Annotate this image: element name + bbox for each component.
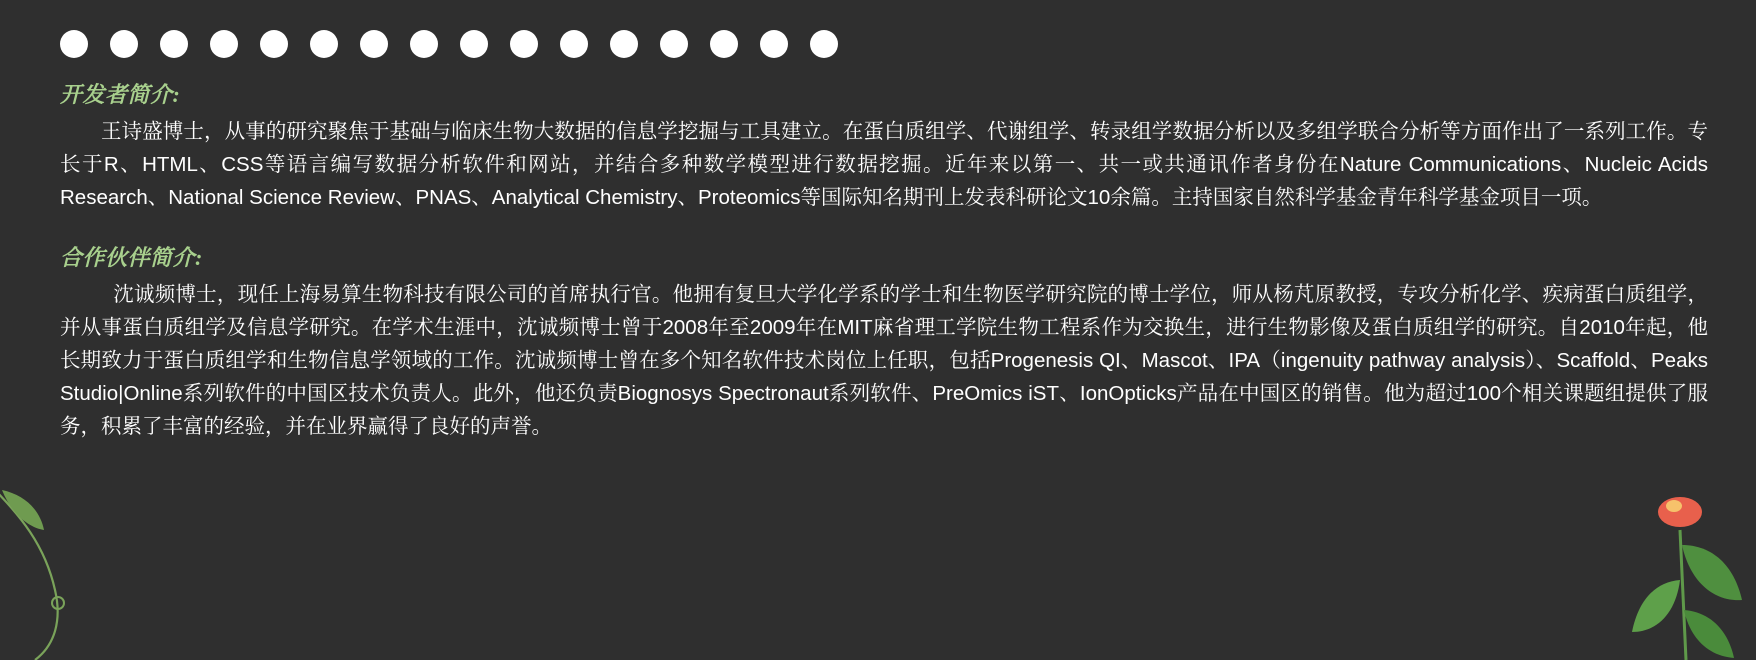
decorative-dot: [210, 30, 238, 58]
slide-content: [60, 78, 1708, 444]
decorative-dot: [510, 30, 538, 58]
decorative-dot: [610, 30, 638, 58]
developer-profile-paragraph: 王诗盛博士，从事的研究聚焦于基础与临床生物大数据的信息学挖掘与工具建立。在蛋白质组学、代谢组学、转录组学数据分析以及多组学联合分析等方面作出了一系列工作。专长于R、HTML、CSS等语言编写数据分析软件和网站，并结合多种数学模型进行数据挖掘。近年来以第一、共一或共通讯作者身份在Nature Communications、Nucleic Acids Research、National Science Review、PNAS、Analytical Chemistry、Proteomics等国际知名期刊上发表科研论文10余篇。主持国家自然科学基金青年科学基金项目一项。: [60, 120, 1708, 210]
decorative-dot: [110, 30, 138, 58]
developer-profile-heading: 开发者简介:: [60, 82, 181, 107]
decorative-dot: [810, 30, 838, 58]
vine-sprout-decoration: [0, 470, 120, 660]
flower-leaf-decoration: [1602, 470, 1752, 660]
decorative-dot: [260, 30, 288, 58]
decorative-dot: [160, 30, 188, 58]
decorative-dot: [360, 30, 388, 58]
decorative-dot: [660, 30, 688, 58]
decorative-dot: [560, 30, 588, 58]
decorative-dot-row: [60, 30, 838, 58]
decorative-dot: [460, 30, 488, 58]
decorative-dot: [760, 30, 788, 58]
decorative-dot: [410, 30, 438, 58]
partner-profile-paragraph: 沈诚频博士，现任上海易算生物科技有限公司的首席执行官。他拥有复旦大学化学系的学士和生物医学研究院的博士学位，师从杨芃原教授，专攻分析化学、疾病蛋白质组学，并从事蛋白质组学及信息学研究。在学术生涯中，沈诚频博士曾于2008年至2009年在MIT麻省理工学院生物工程系作为交换生，进行生物影像及蛋白质组学的研究。自2010年起，他长期致力于蛋白质组学和生物信息学领域的工作。沈诚频博士曾在多个知名软件技术岗位上任职，包括Progenesis QI、Mascot、IPA（ingenuity pathway analysis）、Scaffold、Peaks Studio|Online系列软件的中国区技术负责人。此外，他还负责Biognosys Spectronaut系列软件、PreOmics iST、IonOpticks产品在中国区的销售。他为超过100个相关课题组提供了服务，积累了丰富的经验，并在业界赢得了良好的声誉。: [60, 282, 1708, 439]
decorative-dot: [60, 30, 88, 58]
decorative-dot: [310, 30, 338, 58]
partner-profile-heading: 合作伙伴简介:: [60, 244, 203, 270]
decorative-dot: [710, 30, 738, 58]
